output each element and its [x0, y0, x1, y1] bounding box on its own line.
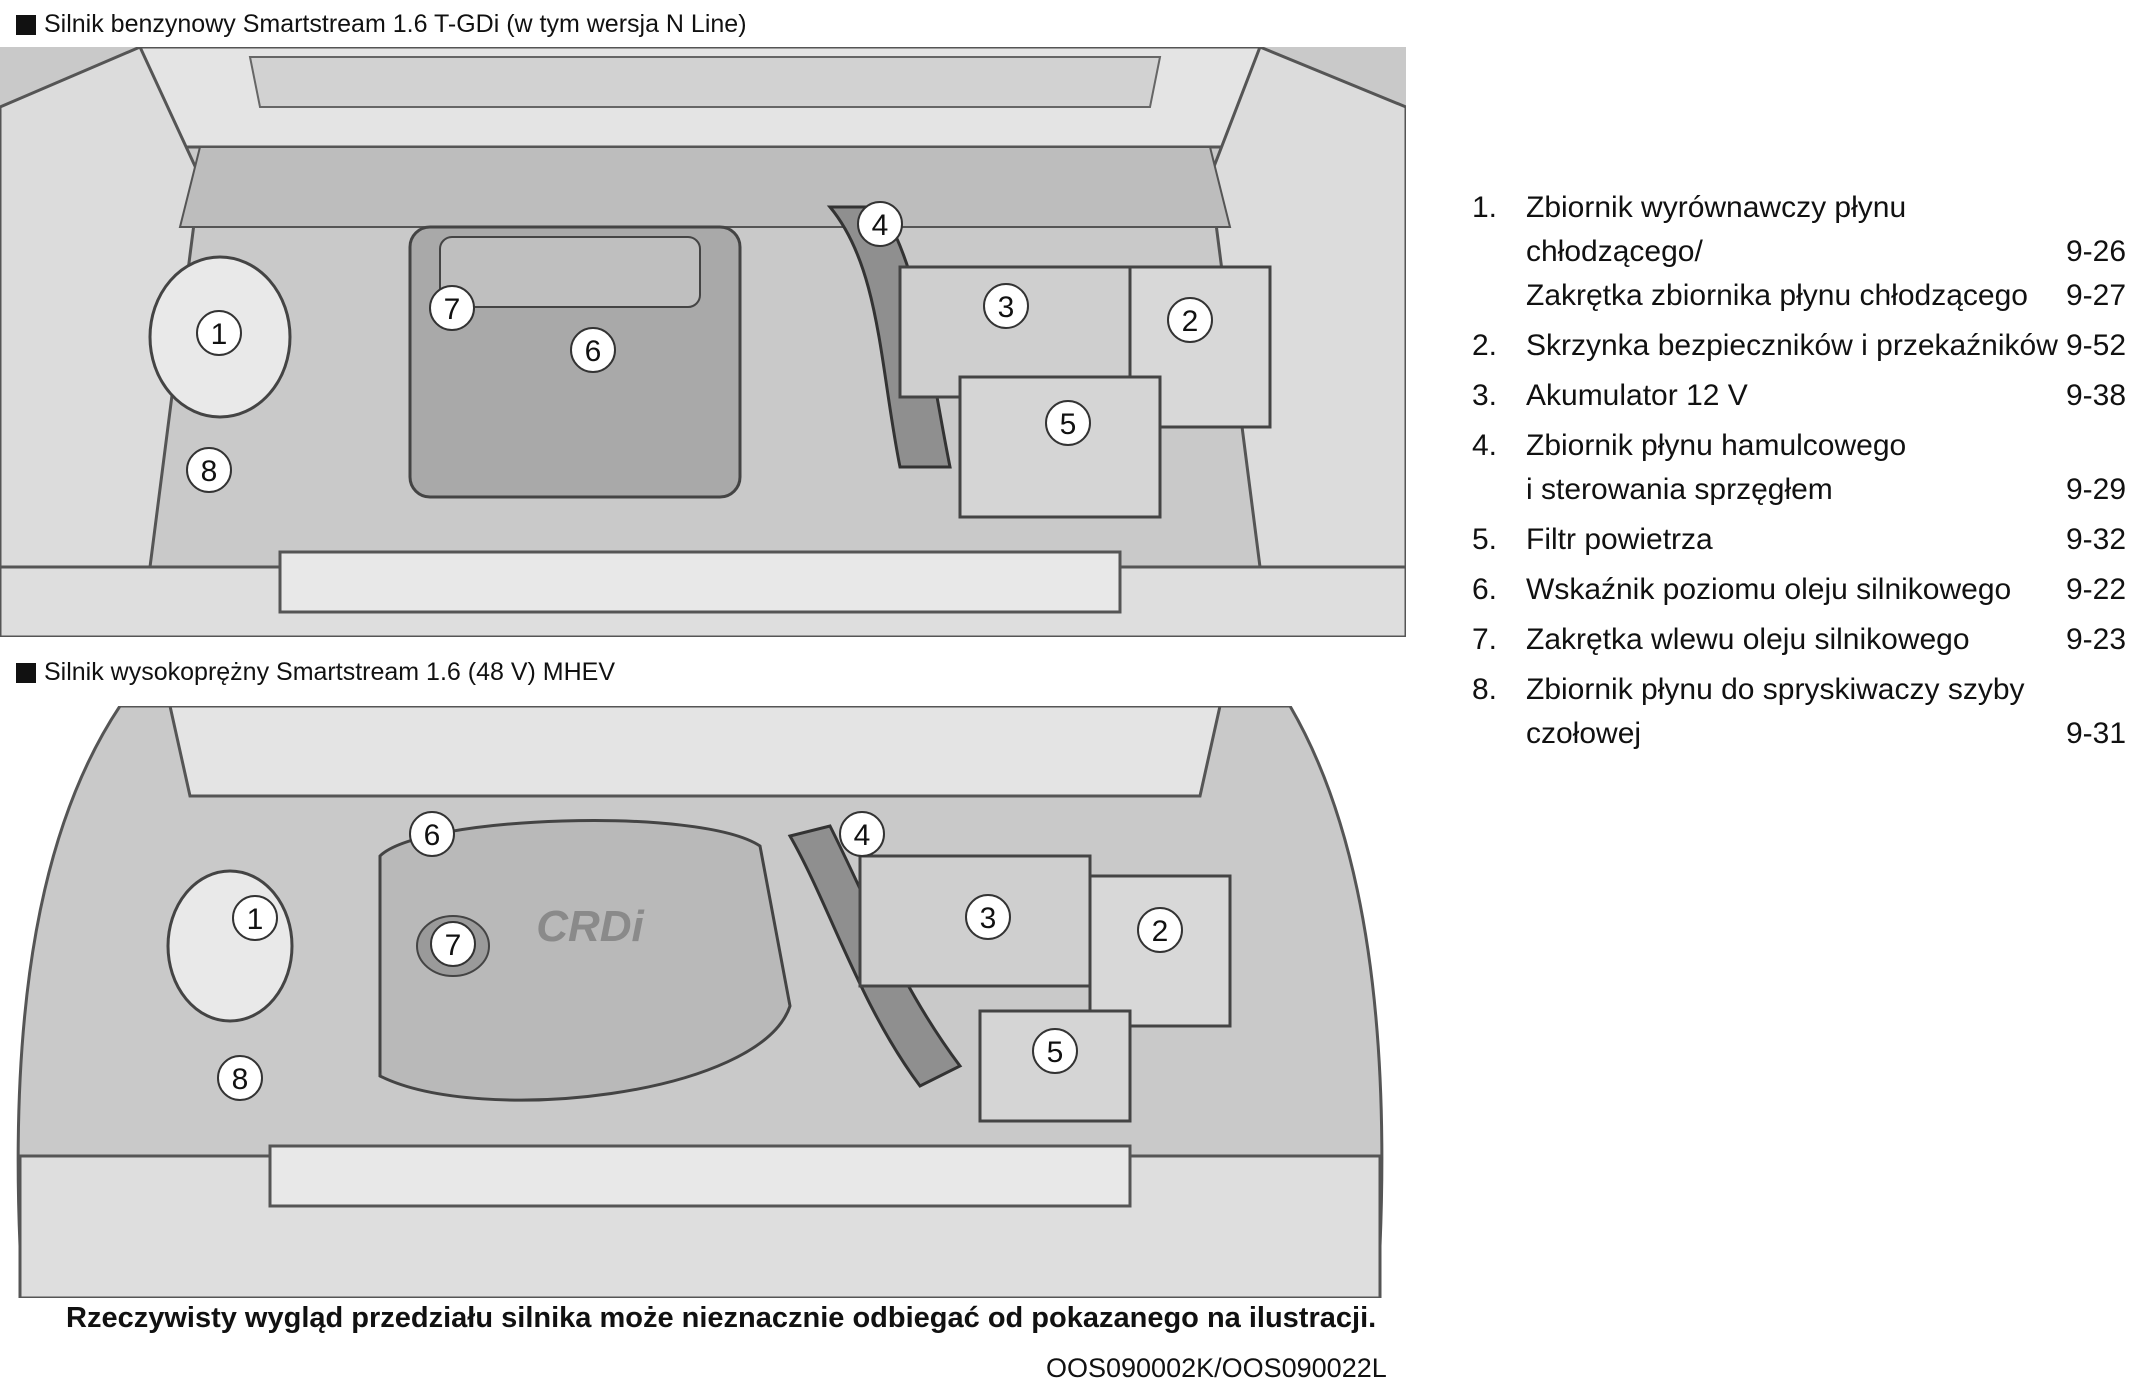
callout-2	[1168, 298, 1212, 342]
legend-item: 5. Filtr powietrza 9-32	[1472, 523, 2126, 556]
callout-5	[1033, 1029, 1077, 1073]
section-label-diesel	[16, 658, 615, 687]
svg-text:7: 7	[443, 293, 461, 326]
svg-text:2: 2	[1151, 915, 1169, 948]
svg-text:7: 7	[444, 929, 462, 962]
square-bullet-icon	[16, 15, 36, 35]
callout-8	[218, 1056, 262, 1100]
callout-1	[233, 896, 277, 940]
section-label-text: Silnik benzynowy Smartstream 1.6 T-GDi (w tym wersja N Line)	[44, 10, 747, 38]
callout-3	[984, 284, 1028, 328]
svg-text:1: 1	[210, 318, 228, 351]
callout-6	[571, 328, 615, 372]
svg-text:4: 4	[871, 209, 889, 242]
callout-3	[966, 895, 1010, 939]
svg-text:1: 1	[246, 903, 264, 936]
section-label-petrol	[16, 10, 747, 39]
callout-1	[197, 311, 241, 355]
legend-item: 3. Akumulator 12 V 9-38	[1472, 379, 2126, 412]
callout-6	[410, 812, 454, 856]
legend-item: 4. Zbiornik płynu hamulcowego i sterowania sprzęgłem 9-29	[1472, 429, 2126, 506]
svg-text:2: 2	[1181, 305, 1199, 338]
callout-4	[840, 812, 884, 856]
legend-item: 1. Zbiornik wyrównawczy płynu chłodzącego/ 9-26 Zakrętka zbiornika płynu chłodzącego 9-27	[1472, 191, 2126, 312]
square-bullet-icon	[16, 663, 36, 683]
svg-text:5: 5	[1059, 408, 1077, 441]
callout-8	[187, 448, 231, 492]
component-legend	[1472, 186, 2126, 762]
engine-bay-illustration-diesel	[0, 706, 1393, 1298]
callout-7	[430, 286, 474, 330]
section-label-text: Silnik wysokoprężny Smartstream 1.6 (48 V) MHEV	[44, 658, 616, 686]
figure-code: OOS090002K/OOS090022L	[1046, 1353, 1387, 1383]
svg-text:3: 3	[997, 291, 1015, 324]
callout-4	[858, 202, 902, 246]
callout-2	[1138, 908, 1182, 952]
illustration-disclaimer: Rzeczywisty wygląd przedziału silnika może nieznacznie odbiegać od pokazanego na ilustracji.	[66, 1302, 1377, 1334]
svg-text:6: 6	[423, 819, 441, 852]
callout-7	[431, 922, 475, 966]
svg-text:4: 4	[853, 819, 871, 852]
svg-text:6: 6	[584, 335, 602, 368]
legend-item: 7. Zakrętka wlewu oleju silnikowego 9-23	[1472, 623, 2126, 656]
svg-text:3: 3	[979, 902, 997, 935]
svg-text:8: 8	[200, 455, 218, 488]
crdi-cover-text: CRDi	[536, 902, 644, 951]
legend-item: 2. Skrzynka bezpieczników i przekaźników 9-52	[1472, 329, 2126, 362]
svg-text:8: 8	[231, 1063, 249, 1096]
callout-5	[1046, 401, 1090, 445]
engine-bay-illustration-petrol	[0, 47, 1406, 637]
svg-text:5: 5	[1046, 1036, 1064, 1069]
legend-item: 8. Zbiornik płynu do spryskiwaczy szyby czołowej 9-31	[1472, 673, 2126, 750]
legend-item: 6. Wskaźnik poziomu oleju silnikowego 9-22	[1472, 573, 2126, 606]
